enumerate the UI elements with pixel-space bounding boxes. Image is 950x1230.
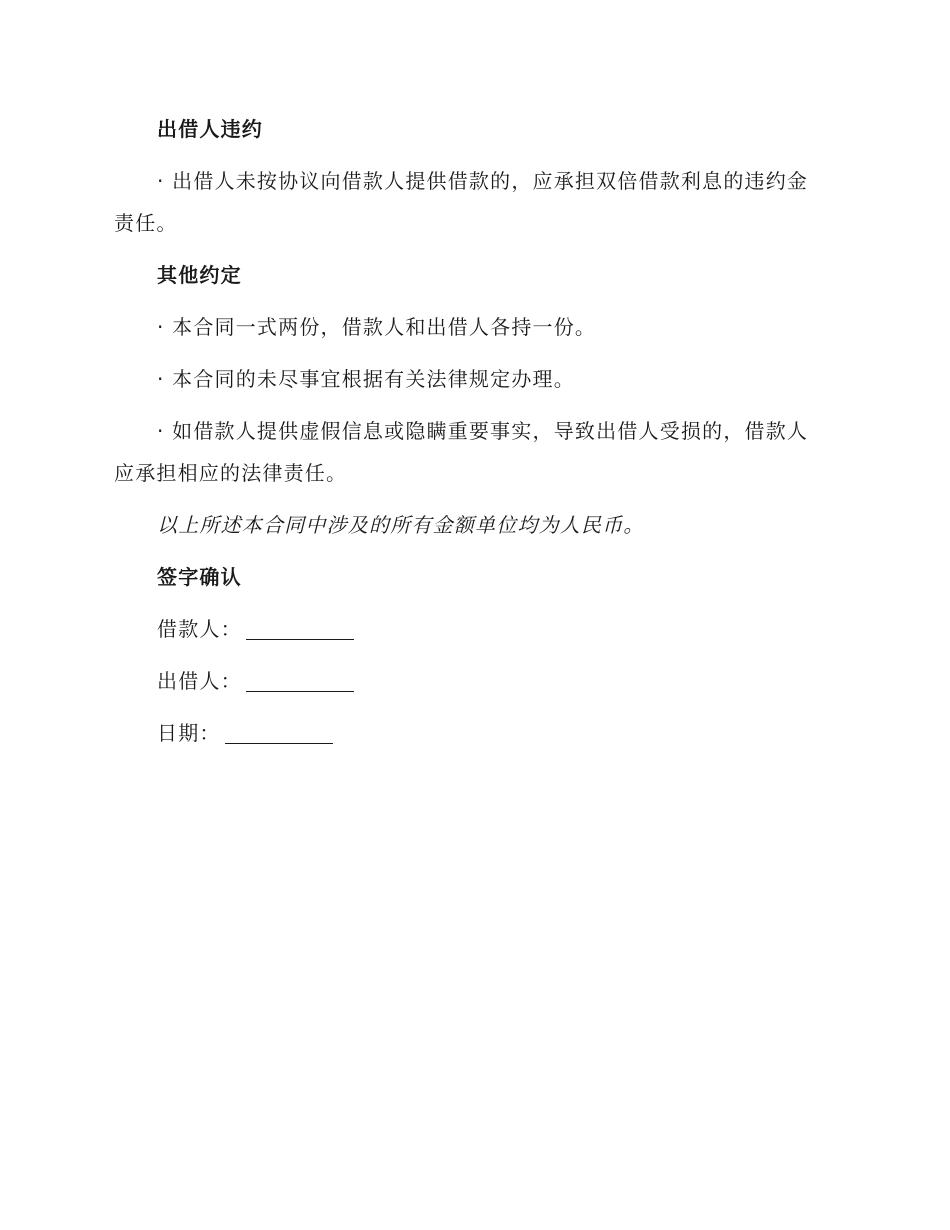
clause-other-terms-2: · 本合同的未尽事宜根据有关法律规定办理。: [157, 367, 575, 391]
borrower-signature-label: 借款人：: [157, 617, 242, 641]
lender-signature-label: 出借人：: [157, 669, 242, 693]
lender-signature-blank[interactable]: [246, 669, 354, 692]
clause-other-terms-3: · 如借款人提供虚假信息或隐瞒重要事实，导致出借人受损的，借款人应承担相应的法律责任。: [114, 419, 809, 485]
borrower-signature-blank[interactable]: [246, 617, 354, 640]
section-heading-lender-breach: 出借人违约: [157, 117, 263, 141]
date-label: 日期：: [157, 721, 221, 745]
date-row: [114, 712, 824, 754]
currency-note: 以上所述本合同中涉及的所有金额单位均为人民币。: [157, 513, 645, 537]
document-body: [114, 108, 824, 764]
date-blank[interactable]: [225, 721, 333, 744]
section-heading-signature: 签字确认: [157, 565, 242, 589]
lender-signature-row: [114, 660, 824, 702]
clause-other-terms-1: · 本合同一式两份，借款人和出借人各持一份。: [157, 315, 597, 339]
borrower-signature-row: [114, 608, 824, 650]
clause-lender-breach-1: · 出借人未按协议向借款人提供借款的，应承担双倍借款利息的违约金责任。: [114, 169, 809, 235]
section-heading-other-terms: 其他约定: [157, 263, 242, 287]
